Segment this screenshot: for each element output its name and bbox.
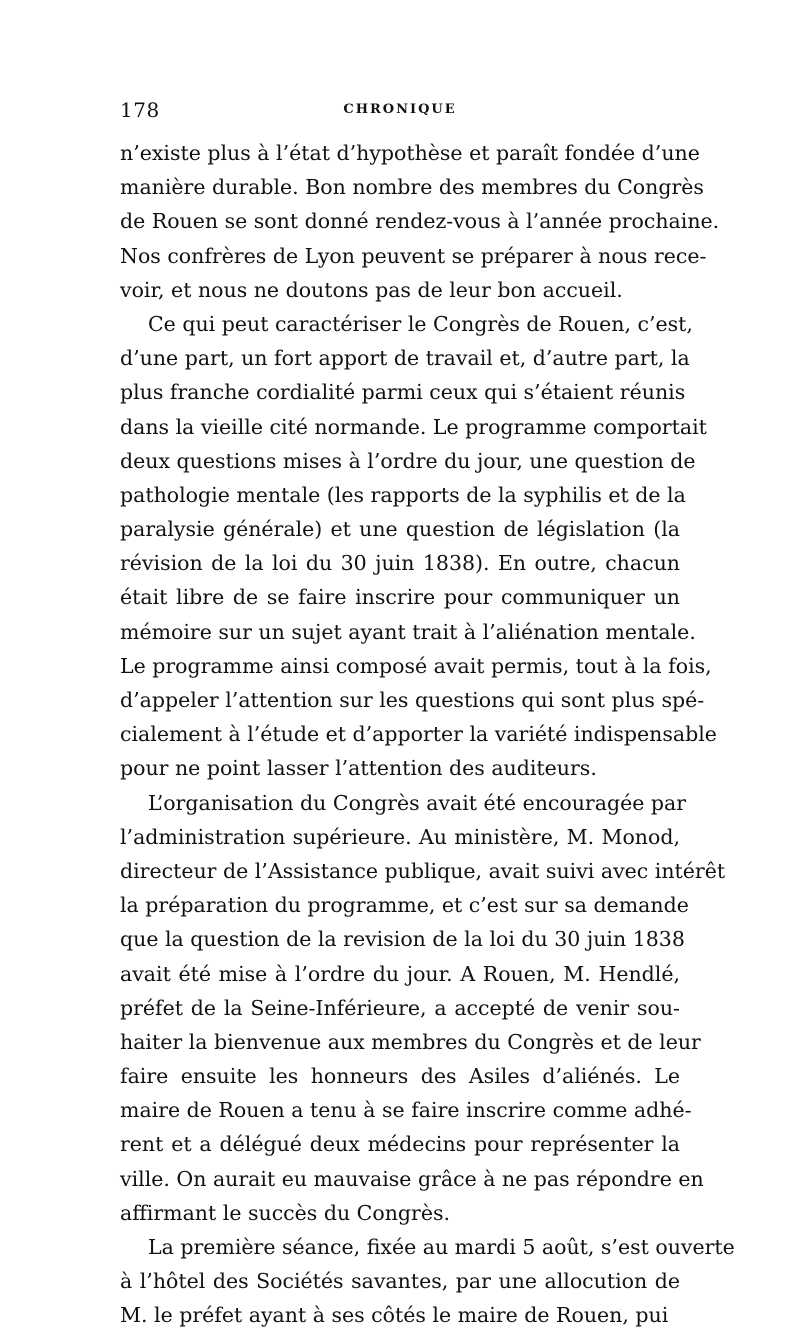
text-line: préfet de la Seine-Inférieure, a accepté de venir sou-	[120, 995, 680, 1020]
text-line: paralysie générale) et une question de législation (la	[120, 517, 680, 542]
text-line: haiter la bienvenue aux membres du Congrès et de leur	[120, 1029, 701, 1054]
text-line: mémoire sur un sujet ayant trait à l’aliénation mentale.	[120, 619, 696, 644]
text-line: deux questions mises à l’ordre du jour, une question de	[120, 448, 696, 473]
text-line: de Rouen se sont donné rendez-vous à l’année prochaine.	[120, 209, 720, 234]
text-line: plus franche cordialité parmi ceux qui s’étaient réunis	[120, 380, 686, 405]
text-line: révision de la loi du 30 juin 1838). En outre, chacun	[120, 551, 680, 576]
text-line: l’administration supérieure. Au ministère, M. Monod,	[120, 824, 680, 849]
text-line: cialement à l’étude et d’apporter la variété indispensable	[120, 722, 717, 747]
text-line: était libre de se faire inscrire pour communiquer un	[120, 585, 680, 610]
text-line: n’existe plus à l’état d’hypothèse et paraît fondée d’une	[120, 141, 700, 165]
text-line: ville. On aurait eu mauvaise grâce à ne pas répondre en	[120, 1166, 704, 1191]
body-text	[120, 136, 735, 1333]
text-line: dans la vieille cité normande. Le programme comportait	[120, 414, 707, 439]
text-line: faire ensuite les honneurs des Asiles d’aliénés. Le	[120, 1064, 680, 1089]
text-line: affirmant le succès du Congrès.	[120, 1200, 450, 1225]
text-line: Ce qui peut caractériser le Congrès de Rouen, c’est,	[148, 311, 693, 336]
page-number: 178	[120, 98, 160, 122]
text-line: à l’hôtel des Sociétés savantes, par une allocution de	[120, 1269, 680, 1294]
text-line: La première séance, fixée au mardi 5 août, s’est ouverte	[148, 1235, 735, 1259]
text-line: M. le préfet ayant à ses côtés le maire de Rouen, pui	[120, 1303, 669, 1328]
text-line: pathologie mentale (les rapports de la syphilis et de la	[120, 482, 686, 507]
text-line: Le programme ainsi composé avait permis, tout à la fois,	[120, 653, 712, 678]
text-line: voir, et nous ne doutons pas de leur bon accueil.	[120, 277, 623, 302]
text-line: rent et a délégué deux médecins pour représenter la	[120, 1132, 680, 1157]
running-head	[120, 98, 680, 128]
text-line: directeur de l’Assistance publique, avait suivi avec intérêt	[120, 858, 726, 883]
text-line: d’appeler l’attention sur les questions qui sont plus spé-	[120, 688, 705, 712]
paragraph	[120, 136, 720, 307]
text-line: la préparation du programme, et c’est sur sa demande	[120, 893, 689, 918]
text-line: pour ne point lasser l’attention des auditeurs.	[120, 756, 597, 781]
text-line: L’organisation du Congrès avait été encouragée par	[148, 790, 687, 815]
paragraph	[120, 307, 717, 786]
running-head-title: CHRONIQUE	[343, 102, 457, 117]
text-line: manière durable. Bon nombre des membres du Congrès	[120, 175, 704, 200]
text-line: d’une part, un fort apport de travail et, d’autre part, la	[120, 346, 690, 371]
text-line: que la question de la revision de la loi du 30 juin 1838	[120, 927, 685, 952]
paragraph	[120, 1230, 735, 1333]
paragraph	[120, 786, 726, 1230]
text-line: maire de Rouen a tenu à se faire inscrire comme adhé-	[120, 1098, 692, 1123]
text-line: avait été mise à l’ordre du jour. A Rouen, M. Hendlé,	[120, 961, 680, 986]
text-line: Nos confrères de Lyon peuvent se préparer à nous rece-	[120, 243, 707, 268]
